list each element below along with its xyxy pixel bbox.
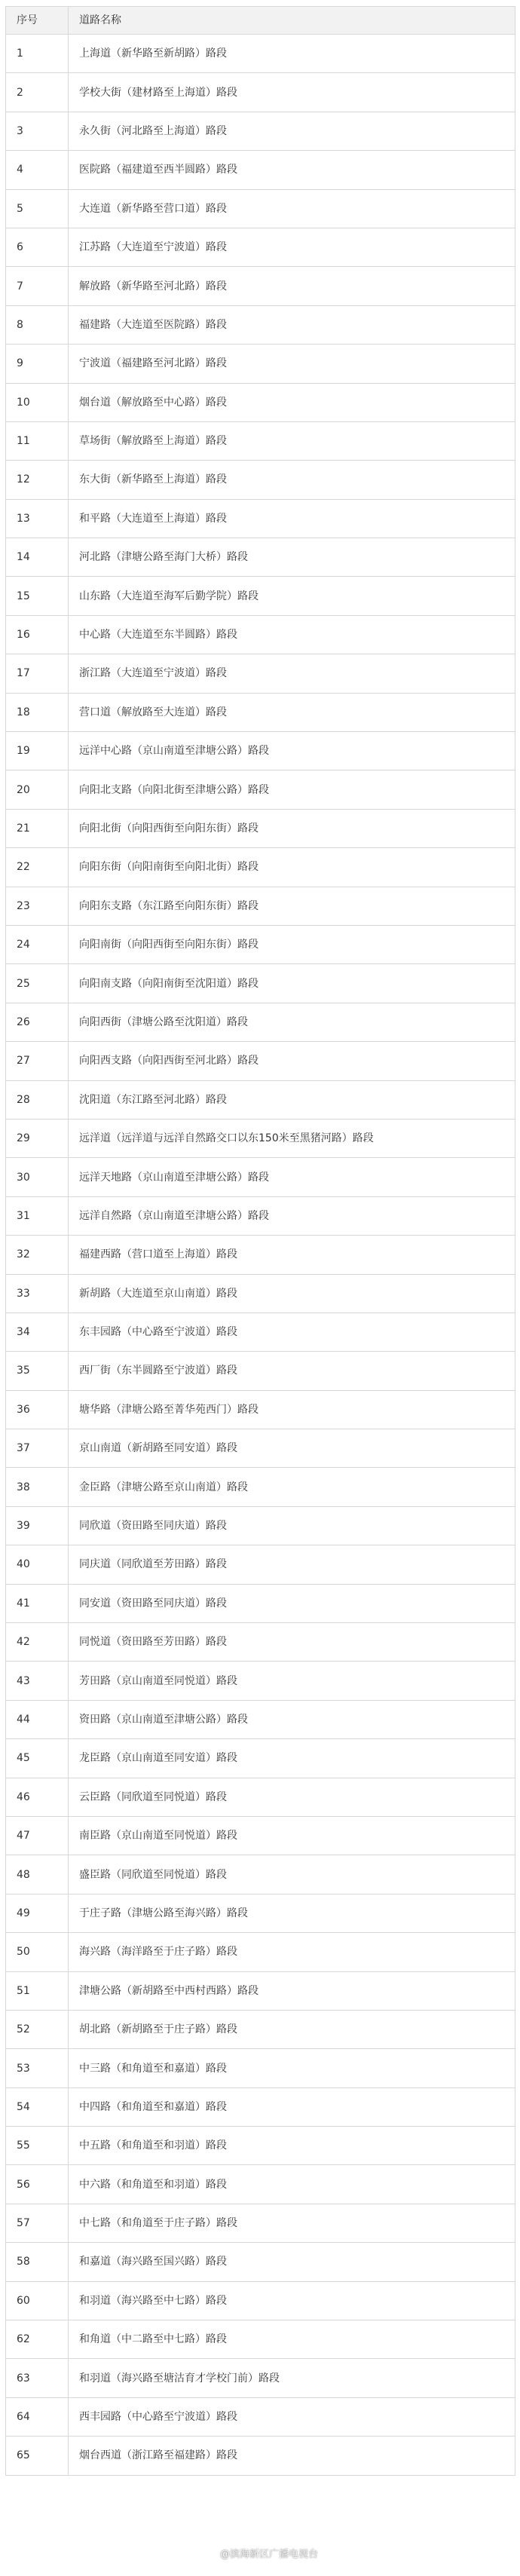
row-index-cell: 32 (6, 1236, 69, 1274)
table-row (6, 1778, 515, 1816)
row-index-cell: 20 (6, 770, 69, 809)
road-name-cell: 向阳北街（向阳西街至向阳东街）路段 (69, 809, 515, 847)
row-index-cell: 54 (6, 2087, 69, 2126)
road-name-cell: 西丰园路（中心路至宁波道）路段 (69, 2397, 515, 2436)
road-name-cell: 中心路（大连道至东半圆路）路段 (69, 615, 515, 654)
road-name-cell: 远洋中心路（京山南道至津塘公路）路段 (69, 732, 515, 770)
road-name-cell: 远洋道（远洋道与远洋自然路交口以东150米至黑猪河路）路段 (69, 1119, 515, 1157)
row-index-cell: 42 (6, 1623, 69, 1662)
row-index-cell: 45 (6, 1739, 69, 1778)
row-index-cell: 31 (6, 1196, 69, 1235)
road-name-cell: 永久街（河北路至上海道）路段 (69, 112, 515, 150)
road-name-cell: 盛臣路（同欣道至同悦道）路段 (69, 1855, 515, 1894)
table-row (6, 1352, 515, 1390)
road-name-cell: 烟台道（解放路至中心路）路段 (69, 383, 515, 421)
table-row (6, 2281, 515, 2320)
table-body (6, 35, 515, 2476)
road-name-cell: 金臣路（津塘公路至京山南道）路段 (69, 1468, 515, 1506)
road-name-cell: 草场街（解放路至上海道）路段 (69, 421, 515, 460)
table-row (6, 2243, 515, 2281)
road-name-cell: 营口道（解放路至大连道）路段 (69, 693, 515, 731)
road-name-cell: 西厂街（东半圆路至宁波道）路段 (69, 1352, 515, 1390)
table-row (6, 1971, 515, 2010)
column-header-index: 序号 (6, 7, 69, 35)
road-name-cell: 浙江路（大连道至宁波道）路段 (69, 654, 515, 693)
table-row (6, 151, 515, 189)
road-name-cell: 向阳西街（津塘公路至沈阳道）路段 (69, 1003, 515, 1041)
road-name-cell: 胡北路（新胡路至于庄子路）路段 (69, 2010, 515, 2048)
road-name-cell: 芳田路（京山南道至同悦道）路段 (69, 1662, 515, 1700)
row-index-cell: 41 (6, 1584, 69, 1622)
row-index-cell: 27 (6, 1042, 69, 1080)
table-row (6, 1545, 515, 1584)
row-index-cell: 56 (6, 2165, 69, 2204)
table-row (6, 1894, 515, 1932)
table-row (6, 538, 515, 577)
table-row (6, 732, 515, 770)
road-name-cell: 向阳西支路（向阳西街至河北路）路段 (69, 1042, 515, 1080)
row-index-cell: 17 (6, 654, 69, 693)
row-index-cell: 21 (6, 809, 69, 847)
road-name-cell: 宁波道（福建路至河北路）路段 (69, 345, 515, 383)
table-row (6, 1119, 515, 1157)
row-index-cell: 29 (6, 1119, 69, 1157)
road-name-cell: 东丰园路（中心路至宁波道）路段 (69, 1313, 515, 1351)
road-name-cell: 京山南道（新胡路至同安道）路段 (69, 1429, 515, 1468)
road-name-cell: 福建路（大连道至医院路）路段 (69, 305, 515, 344)
road-name-cell: 中四路（和角道至和嘉道）路段 (69, 2087, 515, 2126)
road-name-cell: 和羽道（海兴路至塘沽育才学校门前）路段 (69, 2359, 515, 2397)
row-index-cell: 8 (6, 305, 69, 344)
table-row (6, 2087, 515, 2126)
row-index-cell: 65 (6, 2437, 69, 2475)
row-index-cell: 3 (6, 112, 69, 150)
row-index-cell: 34 (6, 1313, 69, 1351)
road-name-cell: 中三路（和角道至和嘉道）路段 (69, 2049, 515, 2087)
row-index-cell: 25 (6, 964, 69, 1003)
table-row (6, 189, 515, 228)
road-name-cell: 资田路（京山南道至津塘公路）路段 (69, 1700, 515, 1738)
road-name-cell: 塘华路（津塘公路至菁华苑西门）路段 (69, 1390, 515, 1429)
table-row (6, 1855, 515, 1894)
table-row (6, 654, 515, 693)
road-name-cell: 中六路（和角道至和羽道）路段 (69, 2165, 515, 2204)
table-row (6, 1196, 515, 1235)
row-index-cell: 51 (6, 1971, 69, 2010)
row-index-cell: 7 (6, 267, 69, 305)
table-row (6, 1080, 515, 1119)
table-row (6, 1042, 515, 1080)
road-name-cell: 福建西路（营口道至上海道）路段 (69, 1236, 515, 1274)
table-row (6, 964, 515, 1003)
row-index-cell: 19 (6, 732, 69, 770)
table-row (6, 112, 515, 150)
table-row (6, 305, 515, 344)
row-index-cell: 46 (6, 1778, 69, 1816)
column-header-road-name: 道路名称 (69, 7, 515, 35)
table-row (6, 228, 515, 266)
table-row (6, 848, 515, 887)
row-index-cell: 52 (6, 2010, 69, 2048)
table-row (6, 1739, 515, 1778)
row-index-cell: 33 (6, 1274, 69, 1313)
road-name-cell: 中五路（和角道至和羽道）路段 (69, 2127, 515, 2165)
road-name-cell: 东大街（新华路至上海道）路段 (69, 461, 515, 499)
table-row (6, 2049, 515, 2087)
road-name-cell: 同欣道（资田路至同庆道）路段 (69, 1506, 515, 1545)
road-name-cell: 和角道（中二路至中七路）路段 (69, 2320, 515, 2359)
road-name-cell: 南臣路（京山南道至同悦道）路段 (69, 1816, 515, 1855)
table-row (6, 1390, 515, 1429)
table-row (6, 1662, 515, 1700)
table-row (6, 1933, 515, 1971)
table-row (6, 615, 515, 654)
row-index-cell: 13 (6, 499, 69, 538)
row-index-cell: 58 (6, 2243, 69, 2281)
road-name-cell: 同悦道（资田路至芳田路）路段 (69, 1623, 515, 1662)
road-name-cell: 同安道（资田路至同庆道）路段 (69, 1584, 515, 1622)
row-index-cell: 14 (6, 538, 69, 577)
row-index-cell: 28 (6, 1080, 69, 1119)
road-name-cell: 于庄子路（津塘公路至海兴路）路段 (69, 1894, 515, 1932)
road-name-cell: 沈阳道（东江路至河北路）路段 (69, 1080, 515, 1119)
table-row (6, 577, 515, 615)
road-name-cell: 医院路（福建道至西半圆路）路段 (69, 151, 515, 189)
row-index-cell: 15 (6, 577, 69, 615)
row-index-cell: 36 (6, 1390, 69, 1429)
table-row (6, 1429, 515, 1468)
road-name-cell: 河北路（津塘公路至海门大桥）路段 (69, 538, 515, 577)
table-header (6, 7, 515, 35)
road-name-cell: 解放路（新华路至河北路）路段 (69, 267, 515, 305)
row-index-cell: 49 (6, 1894, 69, 1932)
road-name-cell: 新胡路（大连道至京山南道）路段 (69, 1274, 515, 1313)
table-row (6, 2320, 515, 2359)
table-row (6, 2397, 515, 2436)
row-index-cell: 40 (6, 1545, 69, 1584)
road-name-cell: 中七路（和角道至于庄子路）路段 (69, 2204, 515, 2242)
row-index-cell: 37 (6, 1429, 69, 1468)
table-row (6, 2127, 515, 2165)
row-index-cell: 24 (6, 925, 69, 963)
road-sections-table (5, 6, 515, 2476)
table-row (6, 2437, 515, 2475)
row-index-cell: 35 (6, 1352, 69, 1390)
table-row (6, 1584, 515, 1622)
row-index-cell: 11 (6, 421, 69, 460)
row-index-cell: 12 (6, 461, 69, 499)
row-index-cell: 23 (6, 887, 69, 925)
road-name-cell: 学校大街（建材路至上海道）路段 (69, 73, 515, 112)
road-name-cell: 海兴路（海洋路至于庄子路）路段 (69, 1933, 515, 1971)
row-index-cell: 57 (6, 2204, 69, 2242)
table-row (6, 461, 515, 499)
road-name-cell: 烟台西道（浙江路至福建路）路段 (69, 2437, 515, 2475)
row-index-cell: 10 (6, 383, 69, 421)
road-name-cell: 远洋天地路（京山南道至津塘公路）路段 (69, 1158, 515, 1196)
row-index-cell: 43 (6, 1662, 69, 1700)
row-index-cell: 16 (6, 615, 69, 654)
road-name-cell: 上海道（新华路至新胡路）路段 (69, 35, 515, 73)
road-name-cell: 和羽道（海兴路至中七路）路段 (69, 2281, 515, 2320)
road-name-cell: 向阳南街（向阳西街至向阳东街）路段 (69, 925, 515, 963)
road-name-cell: 向阳东街（向阳南街至向阳北街）路段 (69, 848, 515, 887)
row-index-cell: 53 (6, 2049, 69, 2087)
table-row (6, 421, 515, 460)
road-name-cell: 云臣路（同欣道至同悦道）路段 (69, 1778, 515, 1816)
table-row (6, 2010, 515, 2048)
table-row (6, 383, 515, 421)
row-index-cell: 18 (6, 693, 69, 731)
row-index-cell: 64 (6, 2397, 69, 2436)
row-index-cell: 1 (6, 35, 69, 73)
table-row (6, 1623, 515, 1662)
row-index-cell: 2 (6, 73, 69, 112)
table-row (6, 1003, 515, 1041)
table-row (6, 1700, 515, 1738)
row-index-cell: 4 (6, 151, 69, 189)
road-name-cell: 大连道（新华路至营口道）路段 (69, 189, 515, 228)
table-row (6, 73, 515, 112)
table-row (6, 887, 515, 925)
row-index-cell: 63 (6, 2359, 69, 2397)
table-row (6, 693, 515, 731)
table-row (6, 1506, 515, 1545)
road-name-cell: 津塘公路（新胡路至中西村西路）路段 (69, 1971, 515, 2010)
road-name-cell: 江苏路（大连道至宁波道）路段 (69, 228, 515, 266)
table-row (6, 770, 515, 809)
table-row (6, 2359, 515, 2397)
row-index-cell: 62 (6, 2320, 69, 2359)
row-index-cell: 22 (6, 848, 69, 887)
row-index-cell: 60 (6, 2281, 69, 2320)
table-row (6, 499, 515, 538)
road-name-cell: 向阳北支路（向阳北街至津塘公路）路段 (69, 770, 515, 809)
row-index-cell: 5 (6, 189, 69, 228)
row-index-cell: 55 (6, 2127, 69, 2165)
table-row (6, 1816, 515, 1855)
row-index-cell: 30 (6, 1158, 69, 1196)
row-index-cell: 38 (6, 1468, 69, 1506)
row-index-cell: 6 (6, 228, 69, 266)
road-name-cell: 向阳南支路（向阳南街至沈阳道）路段 (69, 964, 515, 1003)
table-row (6, 2204, 515, 2242)
table-row (6, 1158, 515, 1196)
table-row (6, 1274, 515, 1313)
header-row (6, 7, 515, 35)
table-row (6, 1236, 515, 1274)
table-row (6, 925, 515, 963)
table-row (6, 809, 515, 847)
row-index-cell: 39 (6, 1506, 69, 1545)
road-name-cell: 向阳东支路（东江路至向阳东街）路段 (69, 887, 515, 925)
row-index-cell: 48 (6, 1855, 69, 1894)
row-index-cell: 47 (6, 1816, 69, 1855)
table-row (6, 1468, 515, 1506)
road-name-cell: 龙臣路（京山南道至同安道）路段 (69, 1739, 515, 1778)
row-index-cell: 26 (6, 1003, 69, 1041)
road-name-cell: 同庆道（同欣道至芳田路）路段 (69, 1545, 515, 1584)
table-row (6, 345, 515, 383)
table-row (6, 1313, 515, 1351)
road-name-cell: 山东路（大连道至海军后勤学院）路段 (69, 577, 515, 615)
road-name-cell: 和嘉道（海兴路至国兴路）路段 (69, 2243, 515, 2281)
row-index-cell: 50 (6, 1933, 69, 1971)
table-row (6, 35, 515, 73)
row-index-cell: 44 (6, 1700, 69, 1738)
row-index-cell: 9 (6, 345, 69, 383)
road-name-cell: 远洋自然路（京山南道至津塘公路）路段 (69, 1196, 515, 1235)
road-name-cell: 和平路（大连道至上海道）路段 (69, 499, 515, 538)
watermark-text: @滨海新区广播电视台 (220, 2549, 319, 2560)
table-row (6, 267, 515, 305)
table-row (6, 2165, 515, 2204)
